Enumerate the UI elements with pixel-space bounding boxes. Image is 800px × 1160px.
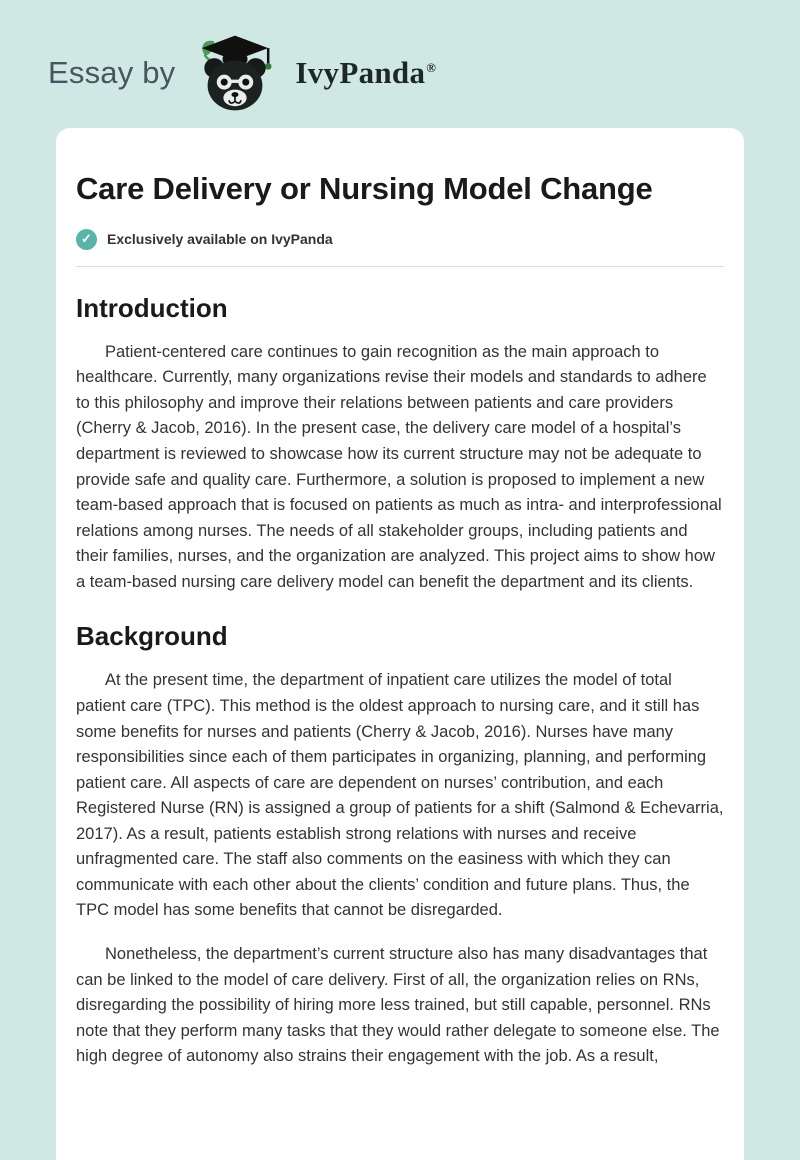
section-heading-introduction: Introduction xyxy=(76,292,228,323)
availability-badge xyxy=(76,229,724,250)
brand-name: IvyPanda xyxy=(295,55,426,90)
graduate-panda-icon xyxy=(193,34,277,112)
essay-by-label: Essay by xyxy=(48,55,176,90)
divider xyxy=(76,266,724,267)
essay-title: Care Delivery or Nursing Model Change xyxy=(76,171,653,206)
paragraph-background-1: At the present time, the department of inpatient care utilizes the model of total patient care (TPC). This method is the oldest approach to nursing care, and it still has some benefits for nurses and patients (Cherry & Jacob, 2016). Nurses have many responsibilities since each of them participates in organizing, planning, and performing patient care. All aspects of care are dependent on nurses’ contribution, and each Registered Nurse (RN) is assigned a group of patients for a shift (Salmond & Echevarria, 2017). As a result, patients establish strong relations with nurses and receive unfragmented care. The staff also comments on the easiness with which they can communicate with each other about the clients’ condition and future plans. Thus, the TPC model has some benefits that cannot be disregarded. xyxy=(76,671,724,920)
registered-mark: ® xyxy=(426,59,437,75)
availability-label: Exclusively available on IvyPanda xyxy=(107,231,333,248)
essay-card xyxy=(56,128,744,1160)
check-icon: ✓ xyxy=(76,229,97,250)
section-heading-background: Background xyxy=(76,621,228,652)
paragraph-introduction-1: Patient-centered care continues to gain recognition as the main approach to healthcare. Currently, many organizations revise their models and standards to adhere to this philosophy and improve their relations between patients and care providers (Cherry & Jacob, 2016). In the present case, the delivery care model of a hospital’s department is reviewed to showcase how its current structure may not be adequate to provide safe and quality care. Furthermore, a solution is proposed to implement a new team-based approach that is focused on patients as much as intra- and interprofessional relations among nurses. The needs of all stakeholder groups, including patients and their families, nurses, and the organization are analyzed. This project aims to show how a team-based nursing care delivery model can benefit the department and its clients. xyxy=(76,342,722,591)
paragraph-background-2: Nonetheless, the department’s current structure also has many disadvantages that can be linked to the model of care delivery. First of all, the organization relies on RNs, disregarding the possibility of hiring more less trained, but still capable, personnel. RNs note that they perform many tasks that they would rather delegate to someone else. The high degree of autonomy also strains their engagement with the job. As a result, xyxy=(76,945,720,1066)
brand-wordmark xyxy=(295,55,436,91)
header xyxy=(0,0,800,128)
